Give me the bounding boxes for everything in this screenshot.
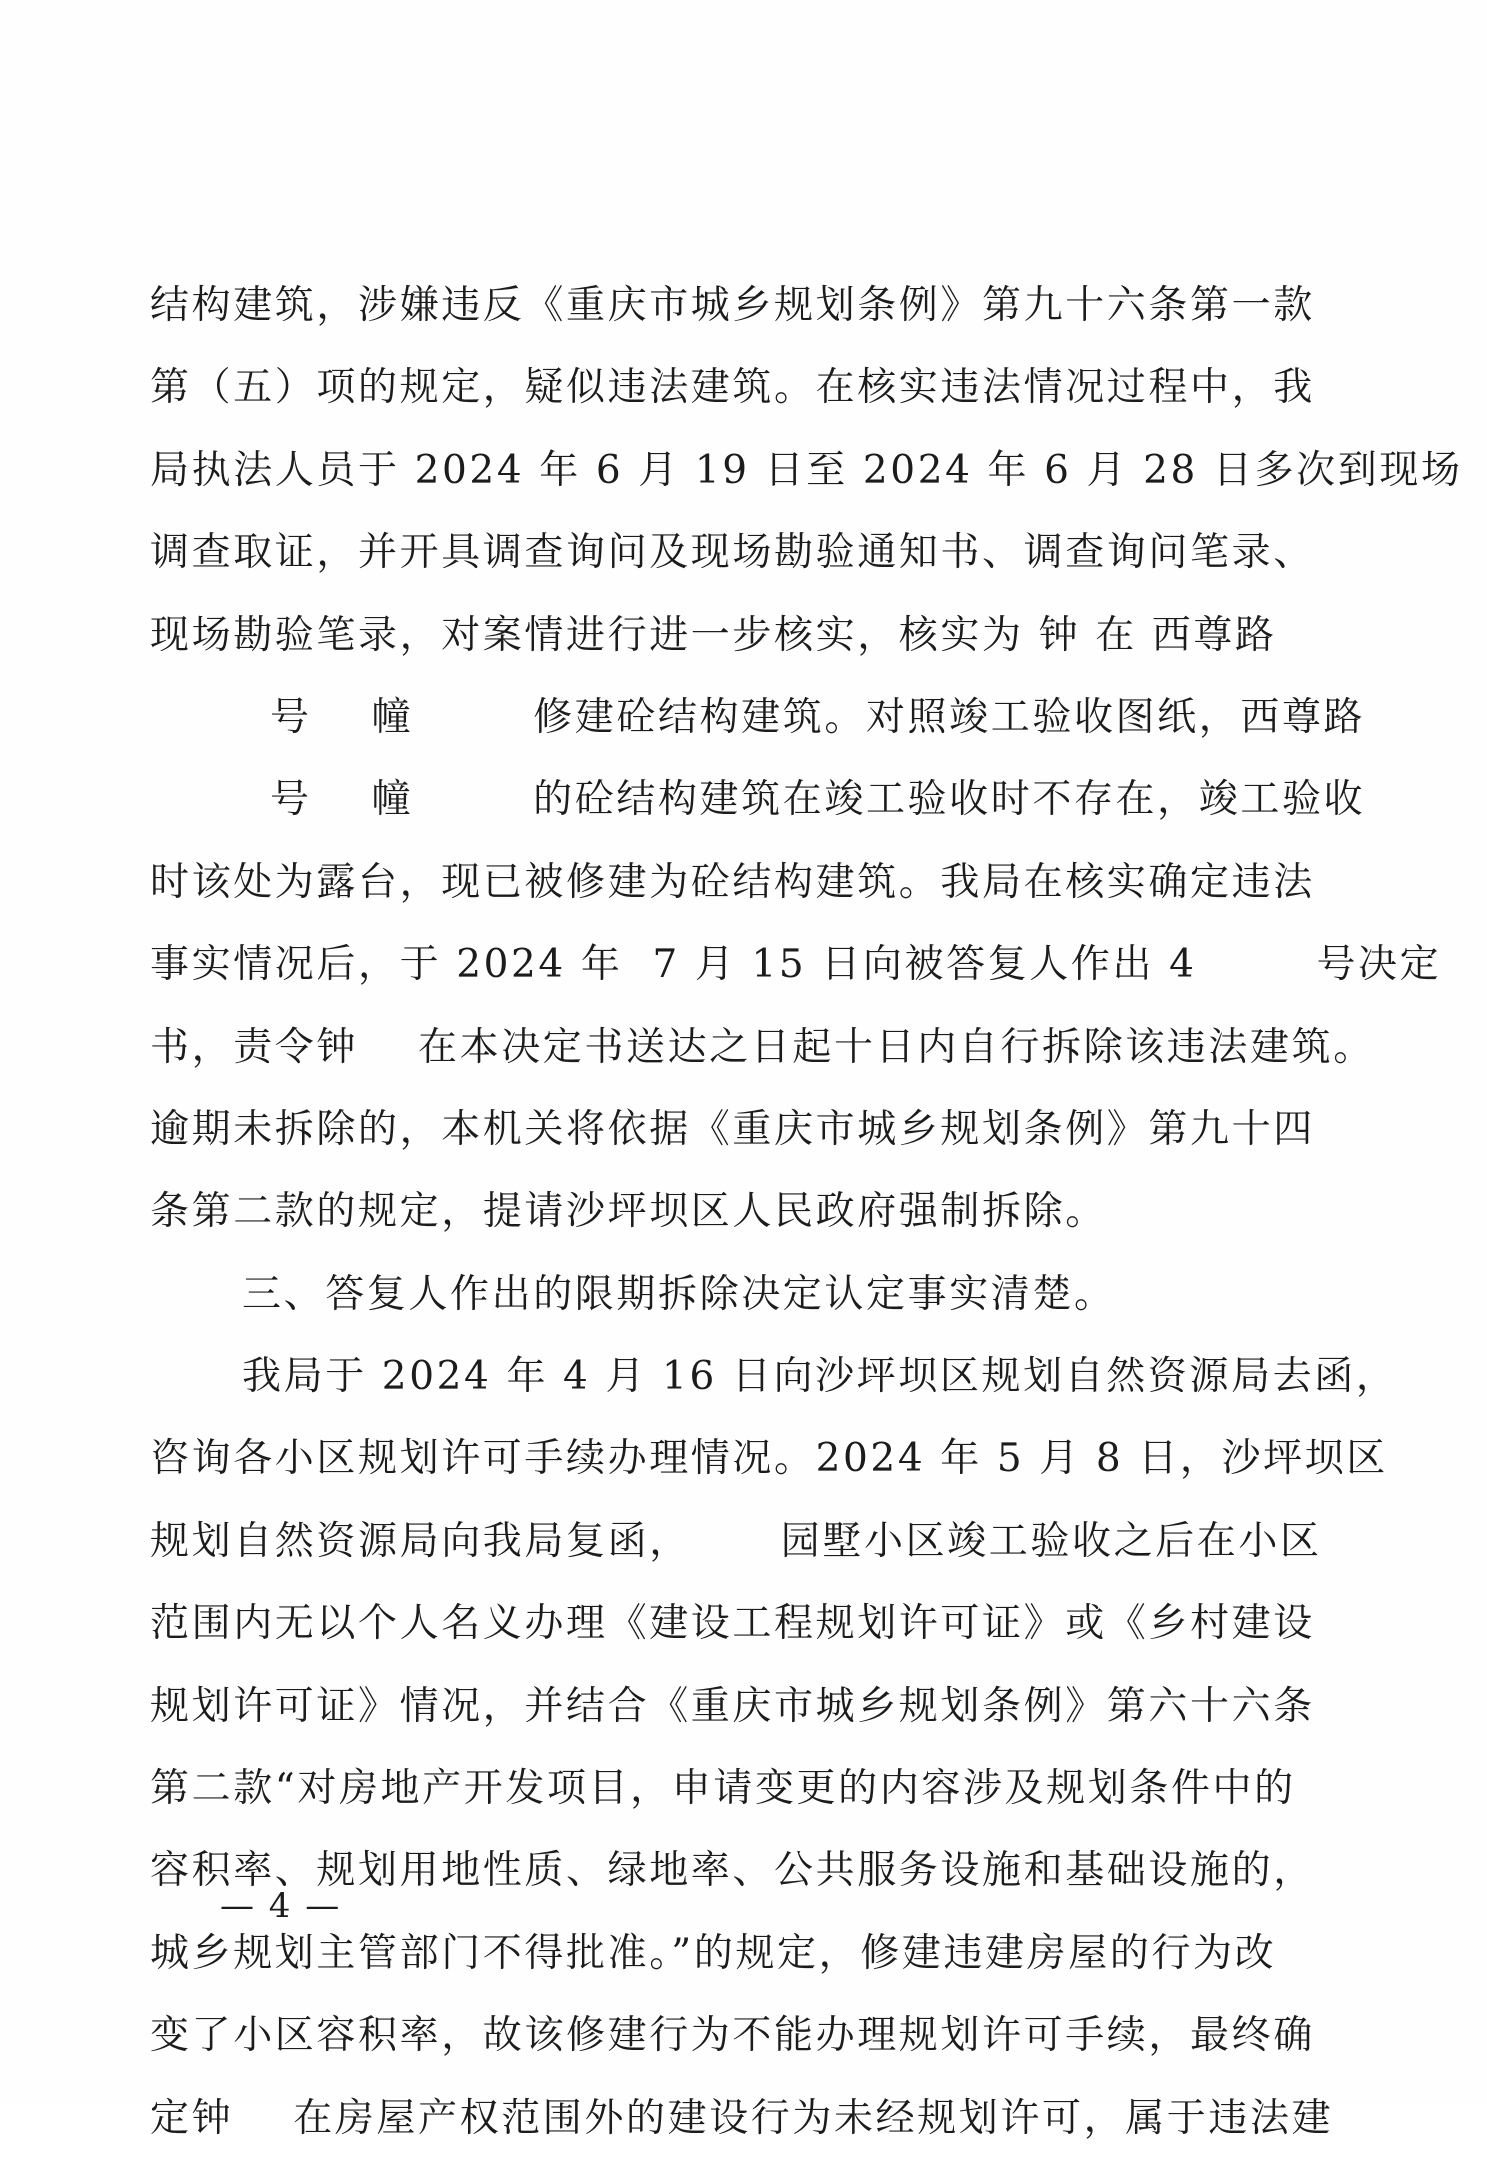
text-line: 范围内无以个人名义办理《建设工程规划许可证》或《乡村建设 [150, 1601, 1315, 1647]
text-line: 时该处为露台，现已被修建为砼结构建筑。我局在核实确定违法 [150, 859, 1315, 905]
text-line: 号 幢 修建砼结构建筑。对照竣工验收图纸，西尊路 [150, 694, 1366, 740]
text-line: 调查取证，并开具调查询问及现场勘验通知书、调查询问笔录、 [150, 530, 1315, 576]
text-line: 逾期未拆除的，本机关将依据《重庆市城乡规划条例》第九十四 [150, 1106, 1315, 1152]
text-line: 现场勘验笔录，对案情进行进一步核实，核实为 钟 在 西尊路 [150, 612, 1277, 658]
text-line: 城乡规划主管部门不得批准。”的规定，修建违建房屋的行为改 [150, 1930, 1277, 1976]
text-line: 我局于 2024 年 4 月 16 日向沙坪坝区规划自然资源局去函， [242, 1354, 1398, 1400]
text-line: 第二款“对房地产开发项目，申请变更的内容涉及规划条件中的 [150, 1766, 1296, 1812]
text-line: 条第二款的规定，提请沙坪坝区人民政府强制拆除。 [150, 1189, 1107, 1235]
body-text [150, 265, 1463, 2160]
text-line: 规划许可证》情况，并结合《重庆市城乡规划条例》第六十六条 [150, 1683, 1315, 1729]
text-line: 容积率、规划用地性质、绿地率、公共服务设施和基础设施的， [150, 1848, 1315, 1894]
text-line: 规划自然资源局向我局复函， 园墅小区竣工验收之后在小区 [150, 1518, 1322, 1564]
text-line: 第（五）项的规定，疑似违法建筑。在核实违法情况过程中，我 [150, 365, 1315, 411]
text-line: 书，责令钟 在本决定书送达之日起十日内自行拆除该违法建筑。 [150, 1024, 1375, 1070]
text-line: 号 幢 的砼结构建筑在竣工验收时不存在，竣工验收 [150, 777, 1366, 823]
text-line: 局执法人员于 2024 年 6 月 19 日至 2024 年 6 月 28 日多次到现场 [150, 447, 1463, 493]
text-line: 定钟 在房屋产权范围外的建设行为未经规划许可，属于违法建 [150, 2095, 1334, 2141]
text-line: 结构建筑，涉嫌违反《重庆市城乡规划条例》第九十六条第一款 [150, 283, 1315, 328]
text-line: 咨询各小区规划许可手续办理情况。2024 年 5 月 8 日，沙坪坝区 [150, 1436, 1388, 1482]
text-line: 事实情况后，于 2024 年 7 月 15 日向被答复人作出 4 号决定 [150, 942, 1442, 988]
text-line: 变了小区容积率，故该修建行为不能办理规划许可手续，最终确 [150, 2013, 1315, 2059]
section-heading: 三、答复人作出的限期拆除决定认定事实清楚。 [242, 1271, 1116, 1317]
page-number: — 4 — [220, 1886, 342, 1926]
